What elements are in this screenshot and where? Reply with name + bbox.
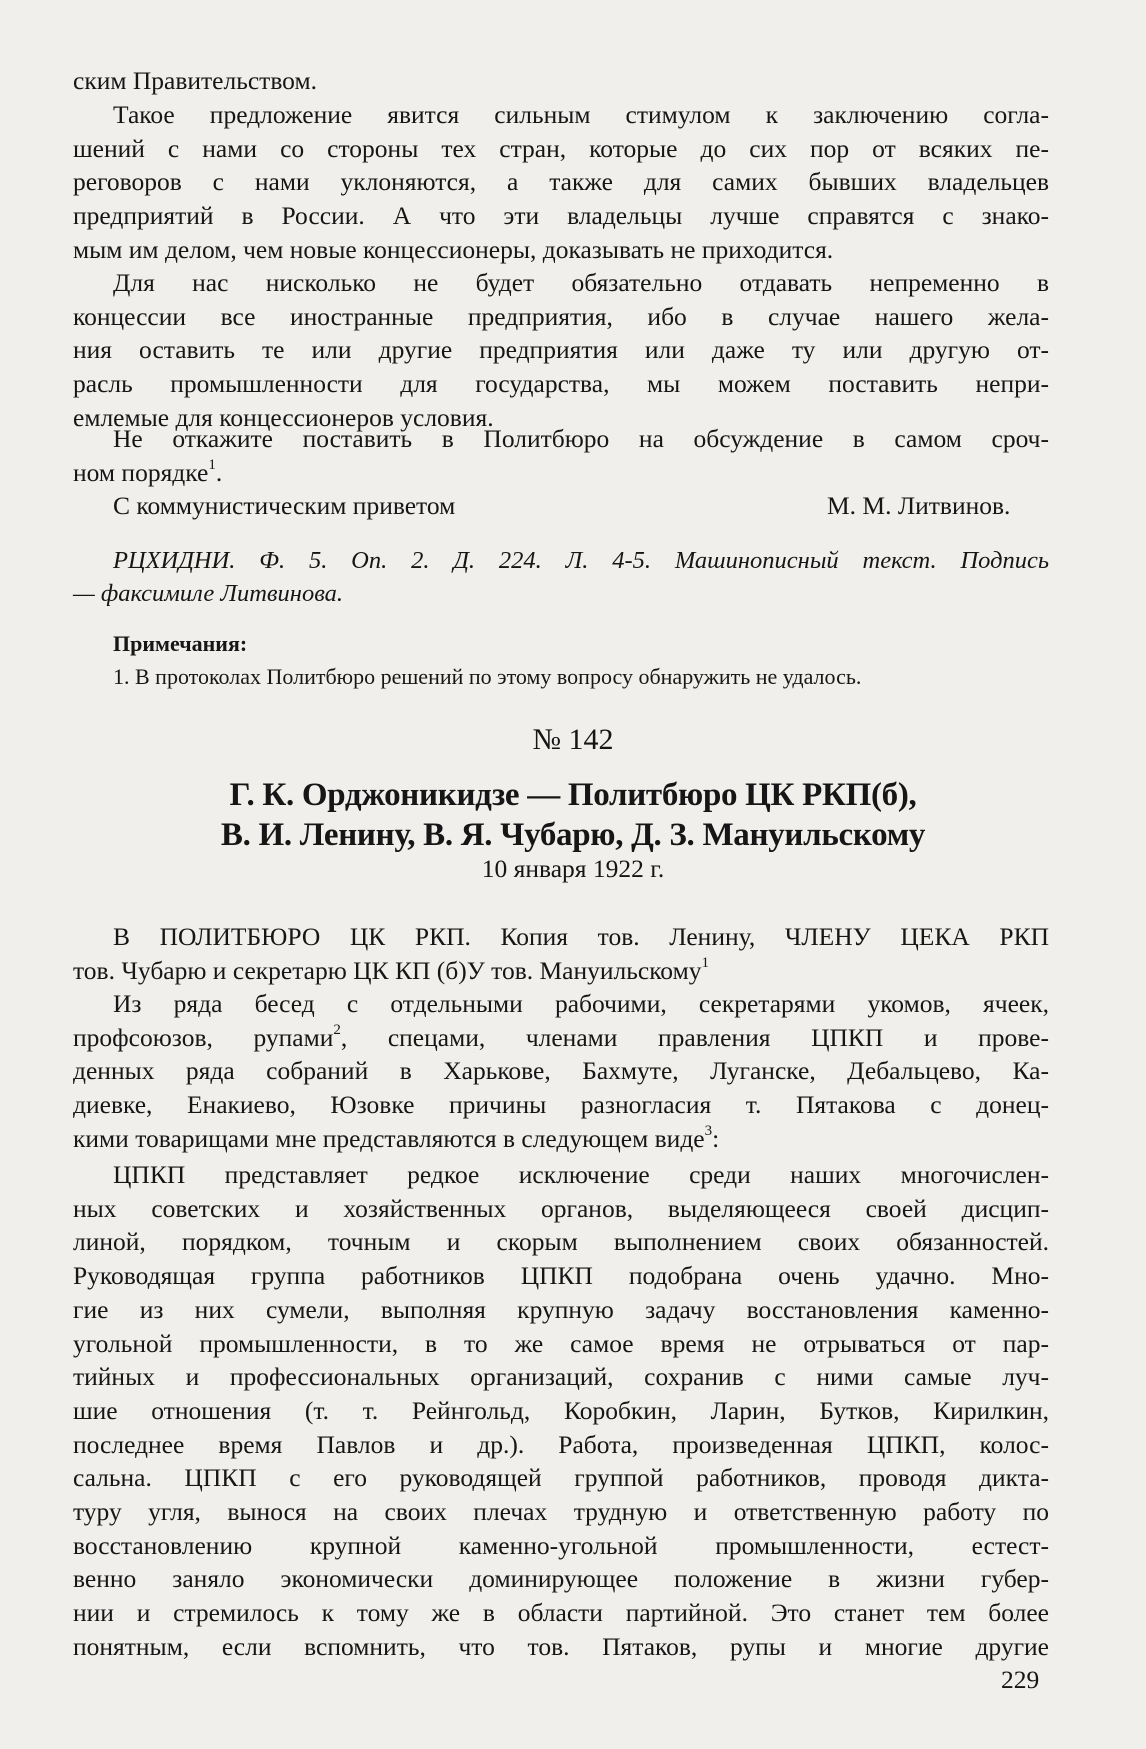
text-line: линой, порядком, точным и скорым выполнением своих обязанностей. (73, 1227, 1049, 1257)
text-line: кими товарищами мне представляются в следующем виде$^3$: (73, 1123, 720, 1153)
footnote-ref: 2 (333, 1022, 341, 1039)
document-title-line-2: В. И. Ленину, В. Я. Чубарю, Д. З. Мануильскому (220, 817, 926, 853)
text-line: профсоюзов, рупами$^2$, спецами, членами правления ЦПКП и прове- (73, 1022, 1049, 1052)
text-line: тийных и профессиональных организаций, сохранив с ними самые луч- (73, 1362, 1049, 1392)
text-line: ским Правительством. (73, 66, 317, 95)
text-line: Из ряда бесед с отдельными рабочими, секретарями укомов, ячеек, (113, 989, 1049, 1018)
footnote-ref: 1 (208, 457, 216, 474)
text-line: шений с нами со стороны тех стран, которые до сих пор от всяких пе- (73, 133, 1049, 163)
document-number: № 142 (532, 723, 614, 756)
text-line: Для нас нисколько не будет обязательно отдавать непременно в (113, 268, 1049, 297)
letter-paragraph-0 (73, 64, 1049, 98)
text-line: Такое предложение явится сильным стимулом к заключению согла- (113, 100, 1049, 129)
text-line: Не откажите поставить в Политбюро на обсуждение в самом сроч- (113, 424, 1049, 453)
text-line: восстановлению крупной каменно-угольной промышленности, естест- (73, 1530, 1049, 1560)
text-line: сальна. ЦПКП с его руководящей группой работников, проводя дикта- (73, 1463, 1049, 1493)
text-line: шие отношения (т. т. Рейнгольд, Коробкин, Ларин, Бутков, Кирилкин, (73, 1395, 1049, 1425)
text-line: ЦПКП представляет редкое исключение среди наших многочислен- (113, 1160, 1049, 1189)
text-line: ния оставить те или другие предприятия или даже ту или другую от- (73, 335, 1049, 365)
note-item: 1. В протоколах Политбюро решений по этому вопросу обнаружить не удалось. (113, 664, 862, 689)
text-line: понятным, если вспомнить, что тов. Пятаков, рупы и многие другие (73, 1631, 1049, 1661)
doc-paragraph-1 (73, 987, 1049, 1156)
text-line: ных советских и хозяйственных органов, выделяющееся своей дисцип- (73, 1193, 1049, 1223)
text-line: предприятий в России. А что эти владельцы лучше справятся с знако- (73, 201, 1049, 231)
footnote-ref: 1 (701, 955, 709, 972)
document-date: 10 января 1922 г. (481, 854, 665, 883)
notes-heading: Примечания: (113, 631, 248, 656)
notes-section (73, 627, 1049, 693)
letter-paragraph-3 (73, 422, 1049, 489)
footnote-ref: 3 (704, 1123, 713, 1140)
letter-paragraph-2 (73, 266, 1049, 435)
text-line: диевке, Енакиево, Юзовке причины разногласия т. Пятакова с донец- (73, 1090, 1049, 1120)
doc-paragraph-2 (73, 1158, 1049, 1664)
text-line: туру угля, вынося на своих плечах трудную и ответственную работу по (73, 1497, 1049, 1527)
text-line: нии и стремилось к тому же в области партийной. Это станет тем более (73, 1598, 1049, 1628)
text-line: РЦХИДНИ. Ф. 5. Оп. 2. Д. 224. Л. 4-5. Машинописный текст. Подпись (113, 547, 1049, 574)
address-block (73, 920, 1049, 987)
greeting: С коммунистическим приветом (113, 491, 456, 520)
text-line: емлемые для концессионеров условия. (73, 402, 494, 432)
text-line: ном порядке$^1$. (73, 457, 223, 487)
text-line: мым им делом, чем новые концессионеры, доказывать не приходится. (73, 234, 834, 264)
text-line: В ПОЛИТБЮРО ЦК РКП. Копия тов. Ленину, ЧЛЕНУ ЦЕКА РКП (113, 922, 1049, 951)
text-line: концессии все иностранные предприятия, ибо в случае нашего жела- (73, 301, 1049, 331)
text-line: расль промышленности для государства, мы можем поставить непри- (73, 369, 1049, 399)
text-line: последнее время Павлов и др.). Работа, произведенная ЦПКП, колос- (73, 1429, 1049, 1459)
letter-paragraph-1 (73, 98, 1049, 267)
archive-reference (73, 544, 1049, 610)
signature-name: М. М. Литвинов. (827, 491, 1011, 520)
text-line: денных ряда собраний в Харькове, Бахмуте, Луганске, Дебальцево, Ка- (73, 1056, 1049, 1086)
document-title-line-1: Г. К. Орджоникидзе — Политбюро ЦК РКП(б), (229, 777, 917, 813)
text-line: — факсимиле Литвинова. (73, 580, 344, 607)
text-line: угольной промышленности, в то же самое время не отрываться от пар- (73, 1328, 1049, 1358)
text-line: тов. Чубарю и секретарю ЦК КП (б)У тов. Мануильскому$^1$ (73, 955, 709, 985)
text-line: Руководящая группа работников ЦПКП подобрана очень удачно. Мно- (73, 1261, 1049, 1291)
page-number: 229 (1001, 1665, 1040, 1694)
text-line: гие из них сумели, выполняя крупную задачу восстановления каменно- (73, 1294, 1049, 1324)
text-line: венно заняло экономически доминирующее положение в жизни губер- (73, 1564, 1049, 1594)
text-line: реговоров с нами уклоняются, а также для самих бывших владельцев (73, 167, 1049, 197)
